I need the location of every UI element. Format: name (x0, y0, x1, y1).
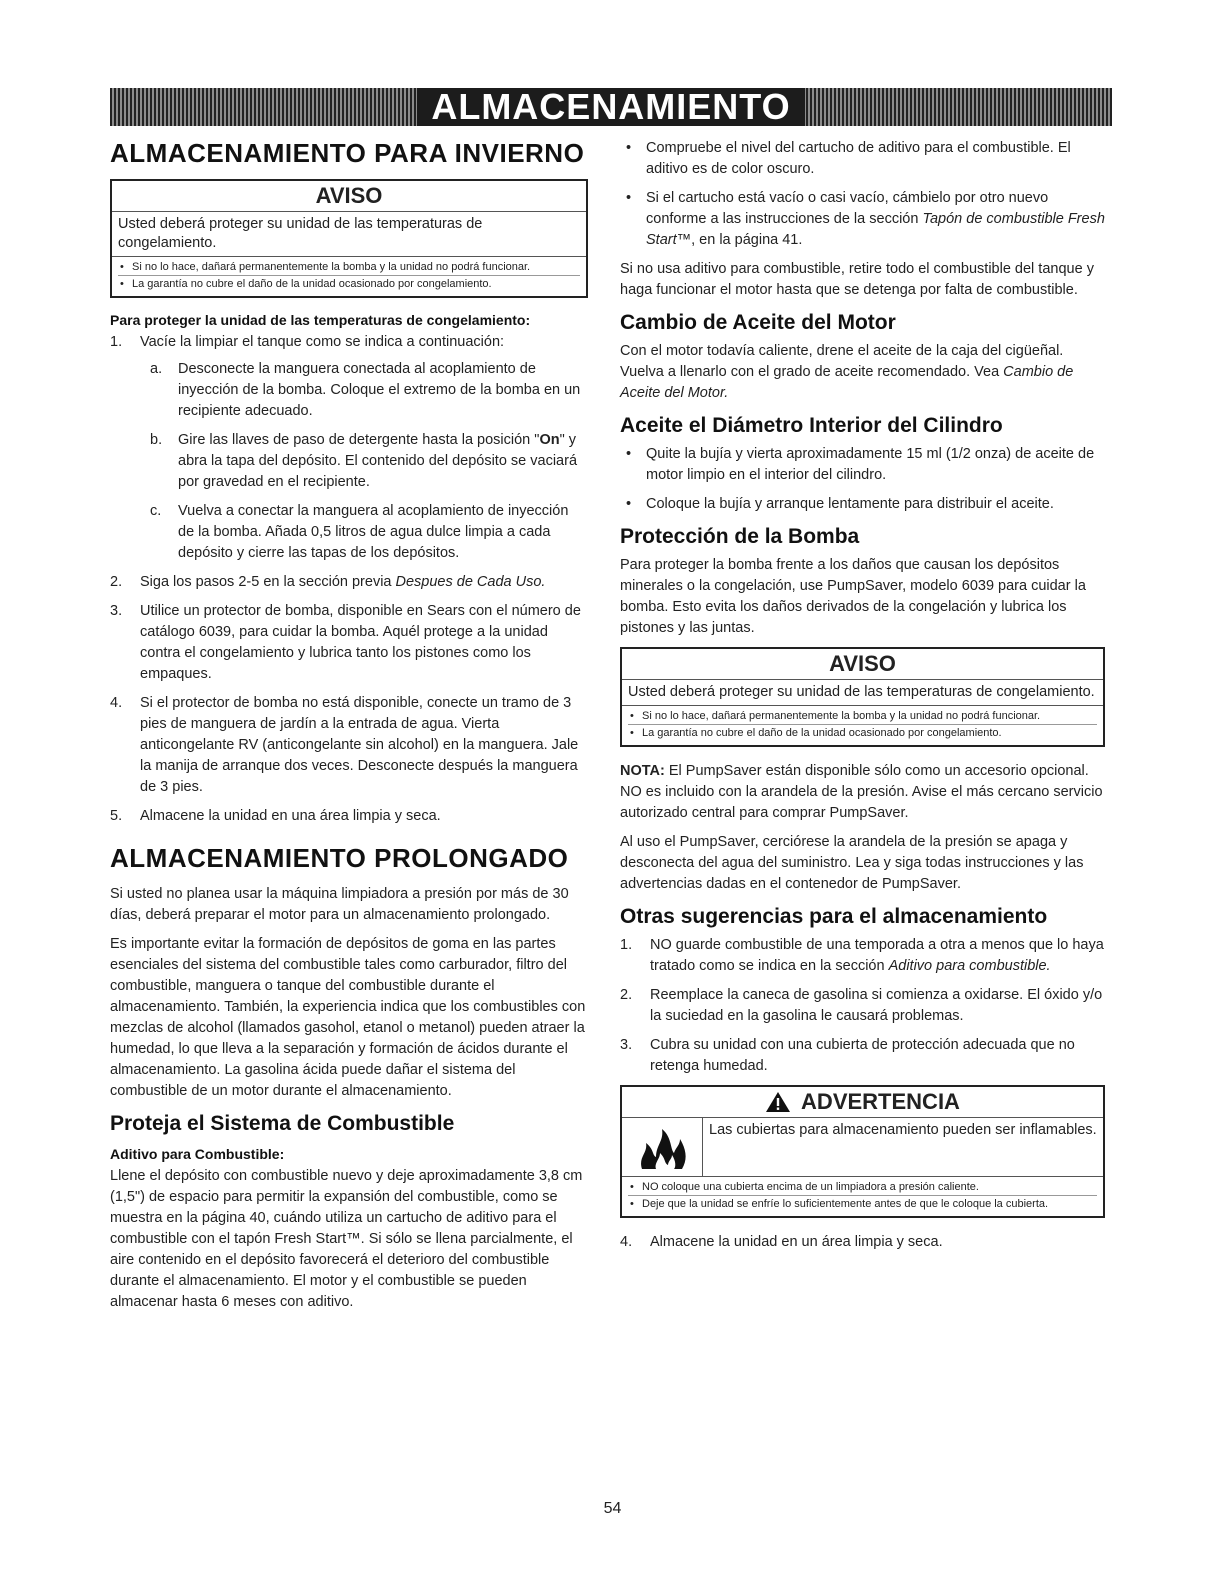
left-column (110, 138, 588, 1321)
step-4: 4. Si el protector de bomba no está disponible, conecte un tramo de 3 pies de manguera de jardín a la entrada de agua. Vierta anticongelante RV (anticongelante sin alcohol) en la manguera. Jale la manija de arranque dos veces. Desconecte después la manguera de 3 pies. (110, 695, 579, 795)
notice-title: AVISO (622, 649, 1103, 680)
cylinder-bullets (620, 444, 1105, 515)
paragraph-note: NOTA: El PumpSaver están disponible sólo como un accesorio opcional. NO es incluido con la arandela de la presión. Avise el más cercano servicio autorizado central para comprar PumpSaver. (620, 763, 1103, 821)
step-1a: a. Desconecte la manguera conectada al acoplamiento de inyección de la bomba. Coloque el extremo de la bomba en un recipiente adecuado. (150, 361, 581, 419)
paragraph-pumpsaver-use: Al uso el PumpSaver, cerciórese la arandela de la presión se apaga y desconecta del agua del suministro. Lea y siga todas instrucciones y las advertencias dadas en el contenedor de PumpSaver. (620, 834, 1084, 892)
notice-bullet: • Si no lo hace, dañará permanentemente la bomba y la unidad no podrá funcionar. (628, 708, 1097, 725)
heading-fuel-system: Proteja el Sistema de Combustible (110, 1112, 455, 1135)
heading-protect-freeze: Para proteger la unidad de las temperaturas de congelamiento: (110, 312, 531, 328)
notice-title: AVISO (112, 181, 586, 212)
bullet-cylinder-1: • Quite la bujía y vierta aproximadamente 15 ml (1/2 onza) de aceite de motor limpio en el interior del cilindro. (626, 446, 1095, 483)
paragraph-pump-protection: Para proteger la bomba frente a los daños que causan los depósitos minerales o la congelación, use PumpSaver, modelo 6039 para cuidar la bomba. Esto evita los daños derivados de la congelación y lubrica los pistones y las juntas. (620, 557, 1086, 636)
tips-list-continued (620, 1232, 1105, 1253)
notice-main-text: Usted deberá proteger su unidad de las temperaturas de congelamiento. (622, 680, 1103, 706)
notice-box (620, 647, 1105, 747)
step-5: 5. Almacene la unidad en una área limpia y seca. (110, 808, 441, 824)
tip-2: 2. Reemplace la caneca de gasolina si comienza a oxidarse. El óxido y/o la suciedad en la gasolina le causará problemas. (620, 987, 1103, 1024)
heading-cylinder-oil: Aceite el Diámetro Interior del Cilindro (620, 414, 1003, 437)
heading-oil-change: Cambio de Aceite del Motor (620, 311, 896, 334)
warning-box (620, 1085, 1105, 1218)
heading-fuel-additive: Aditivo para Combustible: (110, 1146, 285, 1162)
warning-bullet: • NO coloque una cubierta encima de un limpiadora a presión caliente. (628, 1179, 1097, 1196)
paragraph-long-storage-1: Si usted no planea usar la máquina limpiadora a presión por más de 30 días, deberá preparar el motor para un almacenamiento prolongado. (110, 886, 569, 923)
notice-bullet: • La garantía no cubre el daño de la unidad ocasionado por congelamiento. (630, 727, 1002, 739)
notice-box (110, 179, 588, 298)
heading-other-tips: Otras sugerencias para el almacenamiento (620, 905, 1048, 928)
step-2: 2. Siga los pasos 2-5 en la sección previa Despues de Cada Uso. (110, 574, 546, 590)
tip-4: 4. Almacene la unidad en un área limpia y seca. (620, 1234, 943, 1250)
paragraph-oil-change: Con el motor todavía caliente, drene el aceite de la caja del cigüeñal. Vuelva a llenarlo con el grado de aceite recomendado. Vea Cambio de Aceite del Motor. (620, 343, 1074, 401)
notice-bullet: • La garantía no cubre el daño de la unidad ocasionado por congelamiento. (120, 278, 492, 290)
notice-bullet: • Si no lo hace, dañará permanentemente la bomba y la unidad no podrá funcionar. (118, 259, 580, 276)
right-column (620, 138, 1105, 1261)
steps-list (110, 332, 588, 827)
bullet-cylinder-2: • Coloque la bujía y arranque lentamente para distribuir el aceite. (626, 496, 1054, 512)
heading-winter-storage: ALMACENAMIENTO PARA INVIERNO (110, 138, 585, 168)
heading-long-storage: ALMACENAMIENTO PROLONGADO (110, 843, 569, 873)
bullet-replace-cartridge: • Si el cartucho está vacío o casi vacío, cámbielo por otro nuevo conforme a las instrucciones de la sección Tapón de combustible Fresh Start™, en la página 41. (626, 190, 1105, 248)
section-banner (110, 88, 1112, 126)
warning-bullet: • Deje que la unidad se enfríe lo suficientemente antes de que le coloque la cubierta. (630, 1198, 1049, 1210)
tip-1: 1. NO guarde combustible de una temporada a otra a menos que lo haya tratado como se indica en la sección Aditivo para combustible. (620, 937, 1104, 974)
paragraph-no-additive: Si no usa aditivo para combustible, retire todo el combustible del tanque y haga funcionar el motor hasta que se detenga por falta de combustible. (620, 261, 1094, 298)
banner-title: ALMACENAMIENTO (417, 88, 804, 126)
page-number: 54 (603, 1500, 622, 1517)
additive-bullets (620, 138, 1105, 251)
warning-title: ADVERTENCIA (801, 1089, 960, 1114)
tips-list (620, 935, 1105, 1077)
bullet-check-additive: • Compruebe el nivel del cartucho de aditivo para el combustible. El aditivo es de color oscuro. (626, 140, 1071, 177)
paragraph-fuel-additive: Llene el depósito con combustible nuevo y deje aproximadamente 3,8 cm (1,5") de espacio para permitir la expansión del combustible, como se muestra en la página 40, cuándo utiliza un cartucho de aditivo para el combustible con el tapón Fresh Start™. Si sólo se llena parcialmente, el aire contenido en el depósito favorecerá el deterioro del combustible durante el almacenamiento. El motor y el combustible se pueden almacenar hasta 6 meses con aditivo. (110, 1168, 583, 1310)
warning-title-row (622, 1087, 1103, 1118)
paragraph-long-storage-2: Es importante evitar la formación de depósitos de goma en las partes esenciales del sistema del combustible tales como carburador, filtro del combustible, manguera o tanque del combustible durante el almacenamiento. También, la experiencia indica que los combustibles con mezclas de alcohol (llamados gasohol, etanol o metanol) pueden atraer la humedad, lo que lleva a la separación y formación de ácidos durante el almacenamiento. La gasolina ácida puede dañar el sistema del combustible de un motor durante el almacenamiento. (110, 936, 586, 1099)
notice-main-text: Usted deberá proteger su unidad de las temperaturas de congelamiento. (112, 212, 586, 257)
fire-hazard-icon (622, 1118, 703, 1176)
heading-pump-protection: Protección de la Bomba (620, 525, 860, 548)
warning-main-text: Las cubiertas para almacenamiento pueden ser inflamables. (709, 1122, 1097, 1138)
step-1b: b. Gire las llaves de paso de detergente hasta la posición "On" y abra la tapa del depósito. El contenido del depósito se vaciará por gravedad en el recipiente. (150, 432, 578, 490)
warning-triangle-icon (765, 1091, 791, 1113)
tip-3: 3. Cubra su unidad con una cubierta de protección adecuada que no retenga humedad. (620, 1037, 1075, 1074)
step-3: 3. Utilice un protector de bomba, disponible en Sears con el número de catálogo 6039, para cuidar la bomba. Aquél protege a la unidad contra el congelamiento y lubrica tanto los pistones como los empaques. (110, 603, 581, 682)
step-1c: c. Vuelva a conectar la manguera al acoplamiento de inyección de la bomba. Añada 0,5 litros de agua dulce limpia a cada depósito y cierre las tapas de los depósitos. (150, 503, 569, 561)
step-1: 1. Vacíe la limpiar el tanque como se indica a continuación: a. Desconecte la manguera conectada al acoplamiento de inyección de la bomba. Coloque el extremo de la bomba en un recipiente adecuado. b. Gire las llaves de paso de detergente hasta la posición "On" y abra la tapa del depósito. El contenido del depósito se vaciará por gravedad en el recipiente. c. Vuelva a conectar la manguera al acoplamiento de inyección de la bomba. Añada 0,5 litros de agua dulce limpia a cada depósito y cierre las tapas de los depósitos. (110, 332, 588, 564)
